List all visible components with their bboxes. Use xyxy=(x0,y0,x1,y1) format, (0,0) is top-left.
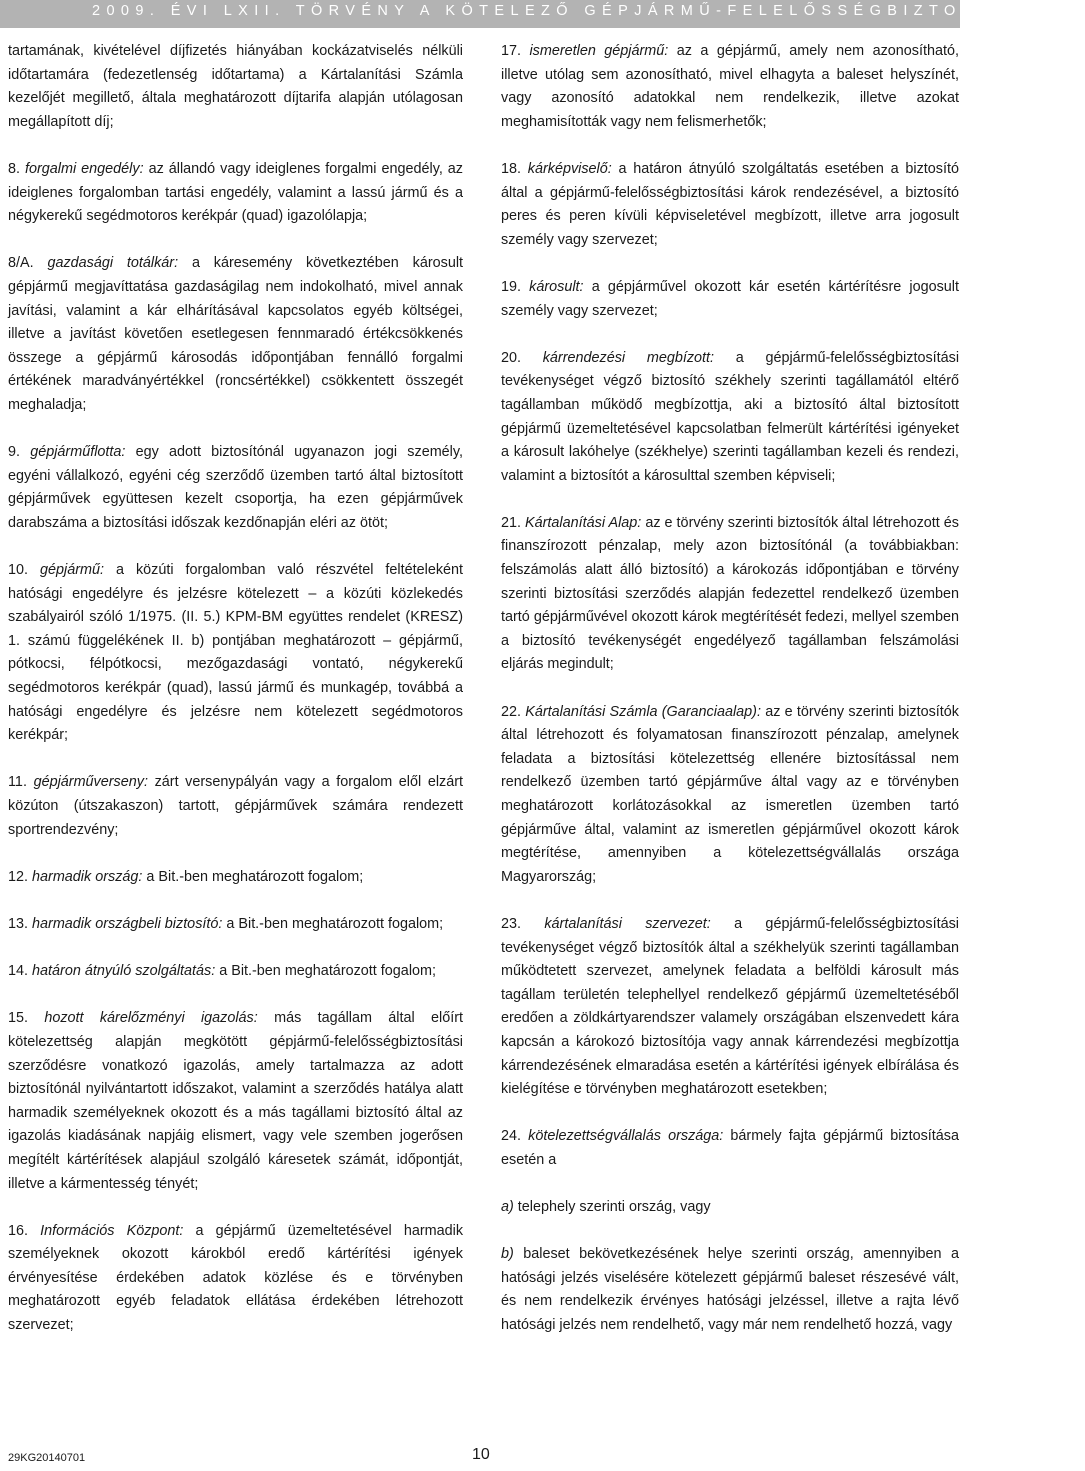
definition-number: 17. xyxy=(501,43,522,59)
definition-text: zárt versenypályán vagy a forgalom elől elzárt közúton (útszakaszon) tartott, gépjárművek számára rendezett sportrendezvény; xyxy=(8,774,464,838)
definition-term: kárképviselő: xyxy=(527,160,612,177)
definition-item xyxy=(501,701,959,890)
definition-term: forgalmi engedély: xyxy=(25,160,144,177)
definition-text: az a gépjármű, amely nem azonosítható, illetve utólag sem azonosítható, mivel elhagyta a baleset helyszínét, vagy azonosító adatokkal nem rendelkezik, illetve azokat meghamisították vagy nem felismerhetők; xyxy=(501,43,959,130)
left-column xyxy=(8,40,463,1361)
definition-term: kötelezettségvállalás országa: xyxy=(528,1128,724,1145)
definition-text: más tagállam által előírt kötelezettség alapján megkötött gépjármű-felelősségbiztosítási szerződésre vonatkozó igazolás, amely tartalmazza az adott biztosítónál nyilvántartott időszakot, valamint a szerződés hatálya alatt harmadik személyeknek okozott és a más tagállami biztosító által az igazolás kiadásának napjáig elismert, vagy vele szemben jogerősen megítélt kártérítések alapjául szolgáló káresetek számát, időpontját, illetve a kármentesség tényét; xyxy=(8,1010,464,1192)
definition-number: 11. xyxy=(8,774,27,791)
definition-text: a Bit.-ben meghatározott fogalom; xyxy=(226,915,444,932)
definition-item xyxy=(8,913,463,937)
definition-text: a Bit.-ben meghatározott fogalom; xyxy=(219,963,436,980)
definition-term: kártalanítási szervezet: xyxy=(544,915,711,932)
subitem-text: telephely szerinti ország, vagy xyxy=(517,1199,711,1216)
definition-term: károsult: xyxy=(529,278,584,295)
definition-term: harmadik ország: xyxy=(32,868,143,885)
definition-text: egy adott biztosítónál ugyanazon jogi személy, egyéni vállalkozó, egyéni cég szerződő üzemben tartó által biztosított gépjárművek együttesen kezelt csoportja, ha ezen gépjárművek darabszáma a biztosítási időszak kezdőnapján eléri az ötöt; xyxy=(8,444,464,531)
definition-term: gazdasági totálkár: xyxy=(47,255,179,272)
definition-text: a gépjármű-felelősségbiztosítási tevékenységet végző biztosító székhely szerinti tagállamától eltérő tagállamban működő megbízottja, aki a biztosító által biztosított gépjármű üzemeltetésével kapcsolatban felmerült kártérítési igényeket a károsult lakóhelye (székhelye) szerinti tagállamban kezeli és rendezi, valamint a biztosítót a károsulttal szemben képviseli; xyxy=(501,349,960,484)
definition-term: ismeretlen gépjármű: xyxy=(529,43,669,59)
definition-item xyxy=(501,913,959,1102)
definition-item xyxy=(501,512,959,677)
definition-text: a káresemény következtében károsult gépjármű megjavíttatása gazdaságilag nem indokolható, mivel annak javítási, valamint a kár elhárításával kapcsolatos egyéb költségei, illetve a javítást követően esetlegesen fennmaradó értékcsökkenés összege a gépjármű károsodás időpontjában fennálló forgalmi értékének maradványértékkel (roncsértékkel) csökkentett összegét meghaladja; xyxy=(8,255,464,413)
definition-text: bármely fajta gépjármű biztosítása esetén a xyxy=(501,1128,959,1168)
definition-term: Kártalanítási Számla (Garanciaalap): xyxy=(525,703,761,720)
definition-text: a gépjármű üzemeltetésével harmadik személyeknek okozott károkból eredő kártérítési igények érvényesítése érdekében adatok közlése és e törvényben meghatározott egyéb feladatok ellátása érdekében létrehozott szervezet; xyxy=(8,1222,464,1334)
definition-number: 19. xyxy=(501,278,522,295)
definition-number: 22. xyxy=(501,703,522,720)
definition-number: 20. xyxy=(501,349,522,366)
definition-item xyxy=(8,559,463,748)
subitem-letter: b) xyxy=(501,1246,514,1263)
definition-item xyxy=(8,40,463,134)
definition-item xyxy=(501,347,959,489)
definition-text: az állandó vagy ideiglenes forgalmi engedély, az ideiglenes forgalomban tartási engedély, valamint a lassú jármű és a négykerekű segédmotoros kerékpár (quad) igazolólapja; xyxy=(8,160,463,225)
right-column xyxy=(501,40,959,1361)
definition-item xyxy=(8,960,463,984)
definition-term: gépjárműflotta: xyxy=(30,444,126,461)
definition-number: 12. xyxy=(8,868,29,885)
definition-item xyxy=(8,252,463,417)
definition-term: gépjármű: xyxy=(40,562,104,579)
definition-item xyxy=(501,158,959,252)
definition-item xyxy=(8,1007,463,1196)
definition-text: a Bit.-ben meghatározott fogalom; xyxy=(146,868,364,885)
definition-item xyxy=(8,441,463,535)
definition-number: 16. xyxy=(8,1222,29,1239)
definition-text: a határon átnyúló szolgáltatás esetében a biztosító által a gépjármű-felelősségbiztosítási károk rendezésével, a biztosító peres és peren kívüli képviseletével megbízott, illetve arra jogosult személy vagy szervezet; xyxy=(501,160,959,248)
definition-item xyxy=(501,1125,959,1172)
subitem-text: baleset bekövetkezésének helye szerinti ország, amennyiben a hatósági jelzés viselésére kötelezett gépjármű baleset részesévé vált, és nem rendelkezik érvényes hatósági jelzéssel, illetve a rajta lévő hatósági jelzés nem rendelhető, vagy már nem rendelhető hozzá, vagy xyxy=(501,1246,959,1334)
definition-text: tartamának, kivételével díjfizetés hiányában kockázatviselés nélküli időtartamára (fedezetlenség időtartama) a Kártalanítási Számla kezelőjét megillető, általa meghatározott díjtarifa alapján utólagosan megállapított díj; xyxy=(8,43,463,130)
definition-term: határon átnyúló szolgáltatás: xyxy=(32,963,216,980)
definition-text: az e törvény szerinti biztosítók által létrehozott és finanszírozott pénzalap, mely azon biztosítónál (a továbbiakban: felszámolás alatt álló biztosító) a károkozás időpontjában e törvény szerinti biztosítási szerződés alapján fedezettel rendelkező üzemben tartó gépjárművével okozott károk megtérítését fedezi, mellyel szemben a biztosító tevékenységét engedélyező tagállamban felszámolási eljárás megindult; xyxy=(501,514,959,673)
definition-item xyxy=(8,866,463,890)
document-code: 29KG20140701 xyxy=(8,1452,86,1464)
definition-subitem xyxy=(501,1243,959,1337)
definition-term: gépjárműverseny: xyxy=(33,774,148,791)
definition-item xyxy=(8,1220,463,1338)
definition-number: 15. xyxy=(8,1010,29,1027)
page-number: 10 xyxy=(472,1446,490,1463)
definition-number: 13. xyxy=(8,915,29,932)
definition-number: 23. xyxy=(501,915,522,932)
definition-number: 14. xyxy=(8,963,29,980)
definition-item xyxy=(501,276,959,323)
definition-number: 8. xyxy=(8,160,21,177)
definition-number: 24. xyxy=(501,1128,522,1145)
definition-text: az e törvény szerinti biztosítók által létrehozott és folyamatosan finanszírozott pénzalap, amelynek feladata a biztosítási kötelezettség ellenére biztosítással nem rendelkező üzemben tartó gépjárműve által vagy az e törvényben meghatározott korlátozásokkal az ismeretlen üzemben tartó gépjárműve által, valamint az ismeretlen gépjárművel okozott károk megtérítése, amennyiben a kötelezettségvállalás országa Magyarország; xyxy=(501,703,960,885)
definition-item xyxy=(8,771,463,842)
definition-item xyxy=(501,40,959,134)
subitem-letter: a) xyxy=(501,1199,514,1216)
definition-term: kárrendezési megbízott: xyxy=(542,349,715,366)
definition-number: 9. xyxy=(8,444,21,461)
definition-number: 10. xyxy=(8,562,29,579)
definition-text: a gépjárművel okozott kár esetén kártérítésre jogosult személy vagy szervezet; xyxy=(501,278,959,319)
definition-text: a gépjármű-felelősségbiztosítási tevékenységet végző biztosítók által a székhelyük szerinti tagállamban működtetett szervezet, amelynek feladata a belföldi károsult más tagállam területén telephellyel rendelkező gépjármű üzemeltetéséből eredően a zöldkártyarendszer valamely országában elszenvedett kára kapcsán a károkozó biztosítója vagy annak kárrendezési megbízottja kárrendezésének elmaradása esetén a kártérítési igények elbírálása és kielégítése e törvényben meghatározott esetekben; xyxy=(501,915,960,1098)
definition-subitem xyxy=(501,1196,959,1220)
definition-term: hozott kárelőzményi igazolás: xyxy=(44,1010,258,1027)
definition-term: Kártalanítási Alap: xyxy=(525,514,642,531)
running-header xyxy=(0,0,1085,28)
definition-item xyxy=(8,158,463,229)
running-title: 2009. ÉVI LXII. TÖRVÉNY A KÖTELEZŐ GÉPJÁRMŰ-FELELŐSSÉGBIZTOSÍTÁSRÓL xyxy=(92,3,1085,19)
definition-term: harmadik országbeli biztosító: xyxy=(32,915,223,932)
definition-text: a közúti forgalomban való részvétel feltételeként hatósági engedélyre és jelzésre kötelezett – a közúti közlekedés szabályairól szóló 1/1975. (II. 5.) KPM-BM együttes rendelet (KRESZ) 1. számú függelékének II. b) pontjában meghatározott – gépjármű, pótkocsi, félpótkocsi, mezőgazdasági vontató, négykerekű segédmotoros kerékpár (quad), lassú jármű és munkagép, továbbá a hatósági engedélyre és jelzésre nem kötelezett segédmotoros kerékpár; xyxy=(8,562,464,744)
definition-number: 21. xyxy=(501,514,522,531)
definition-term: Információs Központ: xyxy=(40,1222,184,1239)
definition-number: 18. xyxy=(501,160,522,177)
definition-number: 8/A. xyxy=(8,255,34,272)
